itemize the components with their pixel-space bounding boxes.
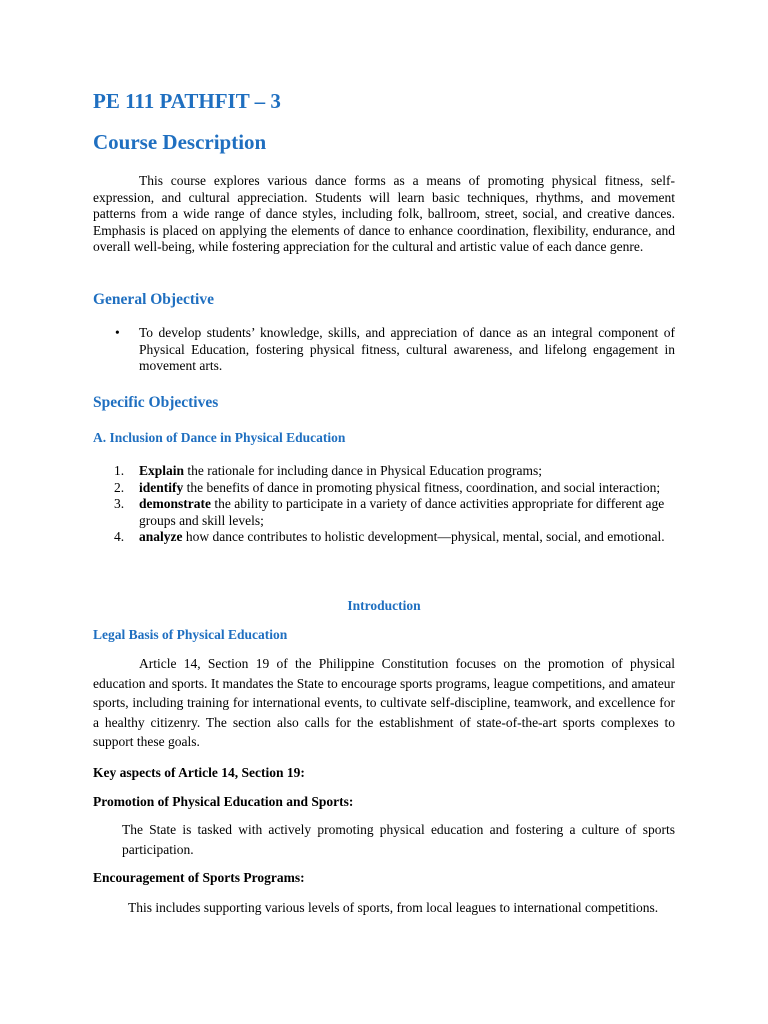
objective-verb: demonstrate bbox=[139, 496, 211, 512]
course-description-body: This course explores various dance forms as a means of promoting physical fitness, self-expression, and cultural appreciation. Students will learn basic techniques, rhythms, and movement patterns from a wide range of dance styles, including folk, ballroom, street, social, and creative dances. Emphasis is placed on applying the elements of dance to enhance coordination, flexibility, endurance, and overall well-being, while fostering appreciation for the cultural and artistic value of each dance genre. bbox=[93, 173, 675, 255]
bullet-icon: • bbox=[115, 325, 120, 340]
key-aspects-label: Key aspects of Article 14, Section 19: bbox=[93, 765, 305, 780]
objective-verb: analyze bbox=[139, 529, 183, 545]
objective-verb: Explain bbox=[139, 463, 185, 478]
list-item bbox=[93, 496, 675, 529]
course-description-heading: Course Description bbox=[93, 130, 267, 154]
objective-text: the ability to participate in a variety of dance activities appropriate for different age groups and skill levels; bbox=[139, 496, 665, 528]
encouragement-label: Encouragement of Sports Programs: bbox=[93, 870, 305, 885]
promotion-body: The State is tasked with actively promoting physical education and fostering a culture of sports participation. bbox=[122, 822, 675, 857]
general-objective-text: To develop students’ knowledge, skills, and appreciation of dance as an integral component of Physical Education, fostering physical fitness, cultural awareness, and lifelong engagement in movement arts. bbox=[139, 325, 675, 374]
document-title: PE 111 PATHFIT – 3 bbox=[93, 89, 281, 113]
objective-text: the rationale for including dance in Physical Education programs; bbox=[184, 463, 543, 478]
list-item-number: 3. bbox=[114, 496, 125, 512]
general-objective-item bbox=[93, 325, 675, 375]
general-objective-heading: General Objective bbox=[93, 291, 214, 308]
list-item-number: 1. bbox=[114, 463, 125, 478]
objective-text: the benefits of dance in promoting physical fitness, coordination, and social interaction; bbox=[183, 479, 661, 495]
list-item bbox=[93, 529, 675, 546]
list-item bbox=[93, 463, 675, 480]
inclusion-of-dance-subheading: A. Inclusion of Dance in Physical Education bbox=[93, 430, 346, 445]
list-item-number: 2. bbox=[114, 479, 125, 495]
encouragement-body: This includes supporting various levels of sports, from local leagues to international competitions. bbox=[128, 900, 659, 915]
specific-objectives-heading: Specific Objectives bbox=[93, 394, 219, 411]
introduction-heading: Introduction bbox=[347, 598, 421, 613]
legal-basis-heading: Legal Basis of Physical Education bbox=[93, 627, 288, 642]
promotion-label: Promotion of Physical Education and Sports: bbox=[93, 794, 354, 809]
objective-verb: identify bbox=[139, 479, 184, 495]
specific-objectives-list bbox=[93, 463, 675, 546]
objective-text: how dance contributes to holistic development—physical, mental, social, and emotional. bbox=[182, 529, 665, 545]
legal-basis-body: Article 14, Section 19 of the Philippine Constitution focuses on the promotion of physical education and sports. It mandates the State to encourage sports programs, league competitions, and amateur sports, including training for international events, to cultivate self-discipline, teamwork, and excellence for a healthy citizenry. The section also calls for the establishment of state-of-the-art sports complexes to support these goals. bbox=[93, 656, 675, 749]
list-item-number: 4. bbox=[114, 529, 125, 545]
list-item bbox=[93, 480, 675, 497]
